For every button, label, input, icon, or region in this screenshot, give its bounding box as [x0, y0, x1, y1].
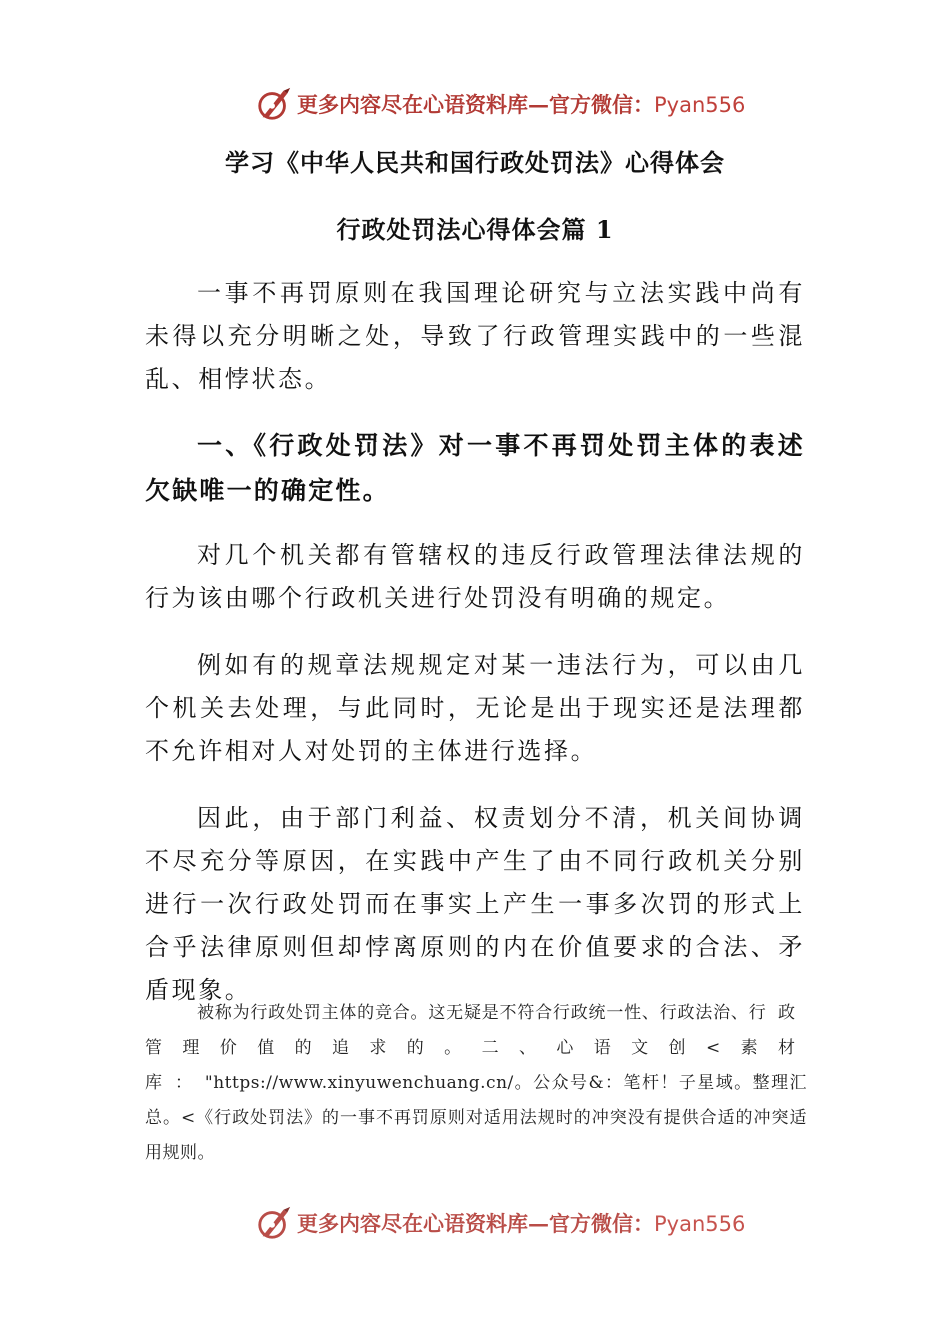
footer-banner: [255, 1203, 755, 1243]
header-banner: [255, 82, 755, 126]
footer-banner-text: 更多内容尽在心语资料库—官方微信：Pyan556: [297, 1211, 746, 1236]
quill-logo-icon: [255, 1204, 293, 1242]
small-print-part-1: 被称为行政处罚主体的竞合。这无疑是不符合行政统一性、行政法治、: [197, 1003, 749, 1023]
paragraph-example: 例如有的规章法规规定对某一违法行为，可以由几个机关去处理，与此同时，无论是出于现实还是法理都不允许相对人对处罚的主体进行选择。: [145, 651, 805, 765]
paragraph-consequence: 因此，由于部门利益、权责划分不清，机关间协调不尽充分等原因，在实践中产生了由不同行政机关分别进行一次行政处罚而在事实上产生一事多次罚的形式上合乎法律原则但却悖离原则的内在价值要求的合法、矛盾现象。: [145, 804, 805, 1004]
paragraph-jurisdiction: 对几个机关都有管辖权的违反行政管理法律法规的行为该由哪个行政机关进行处罚没有明确的规定。: [145, 541, 805, 612]
quill-logo-icon: [255, 85, 293, 123]
small-print-part-2: 行政管理价值的追求的。二、心语文创<素材库：: [145, 1003, 807, 1093]
header-banner-text: 更多内容尽在心语资料库—官方微信：Pyan556: [297, 92, 746, 117]
paragraph-intro: 一事不再罚原则在我国理论研究与立法实践中尚有未得以充分明晰之处，导致了行政管理实践中的一些混乱、相悖状态。: [145, 279, 805, 393]
page-subtitle: 行政处罚法心得体会篇 1: [336, 215, 614, 244]
paragraph-small-print: [145, 996, 807, 1171]
section-heading-1: 一、《行政处罚法》对一事不再罚处罚主体的表述欠缺唯一的确定性。: [145, 431, 805, 505]
page-title: 学习《中华人民共和国行政处罚法》心得体会: [225, 148, 725, 177]
small-print-part-3: "https://www.xinyuwenchuang.cn/。公众号&：笔杆！子星域。整理汇总。<《行政处罚法》的一事不再罚原则对适用法规时的冲突没有提供合适的冲突适用规则。: [145, 1073, 808, 1163]
